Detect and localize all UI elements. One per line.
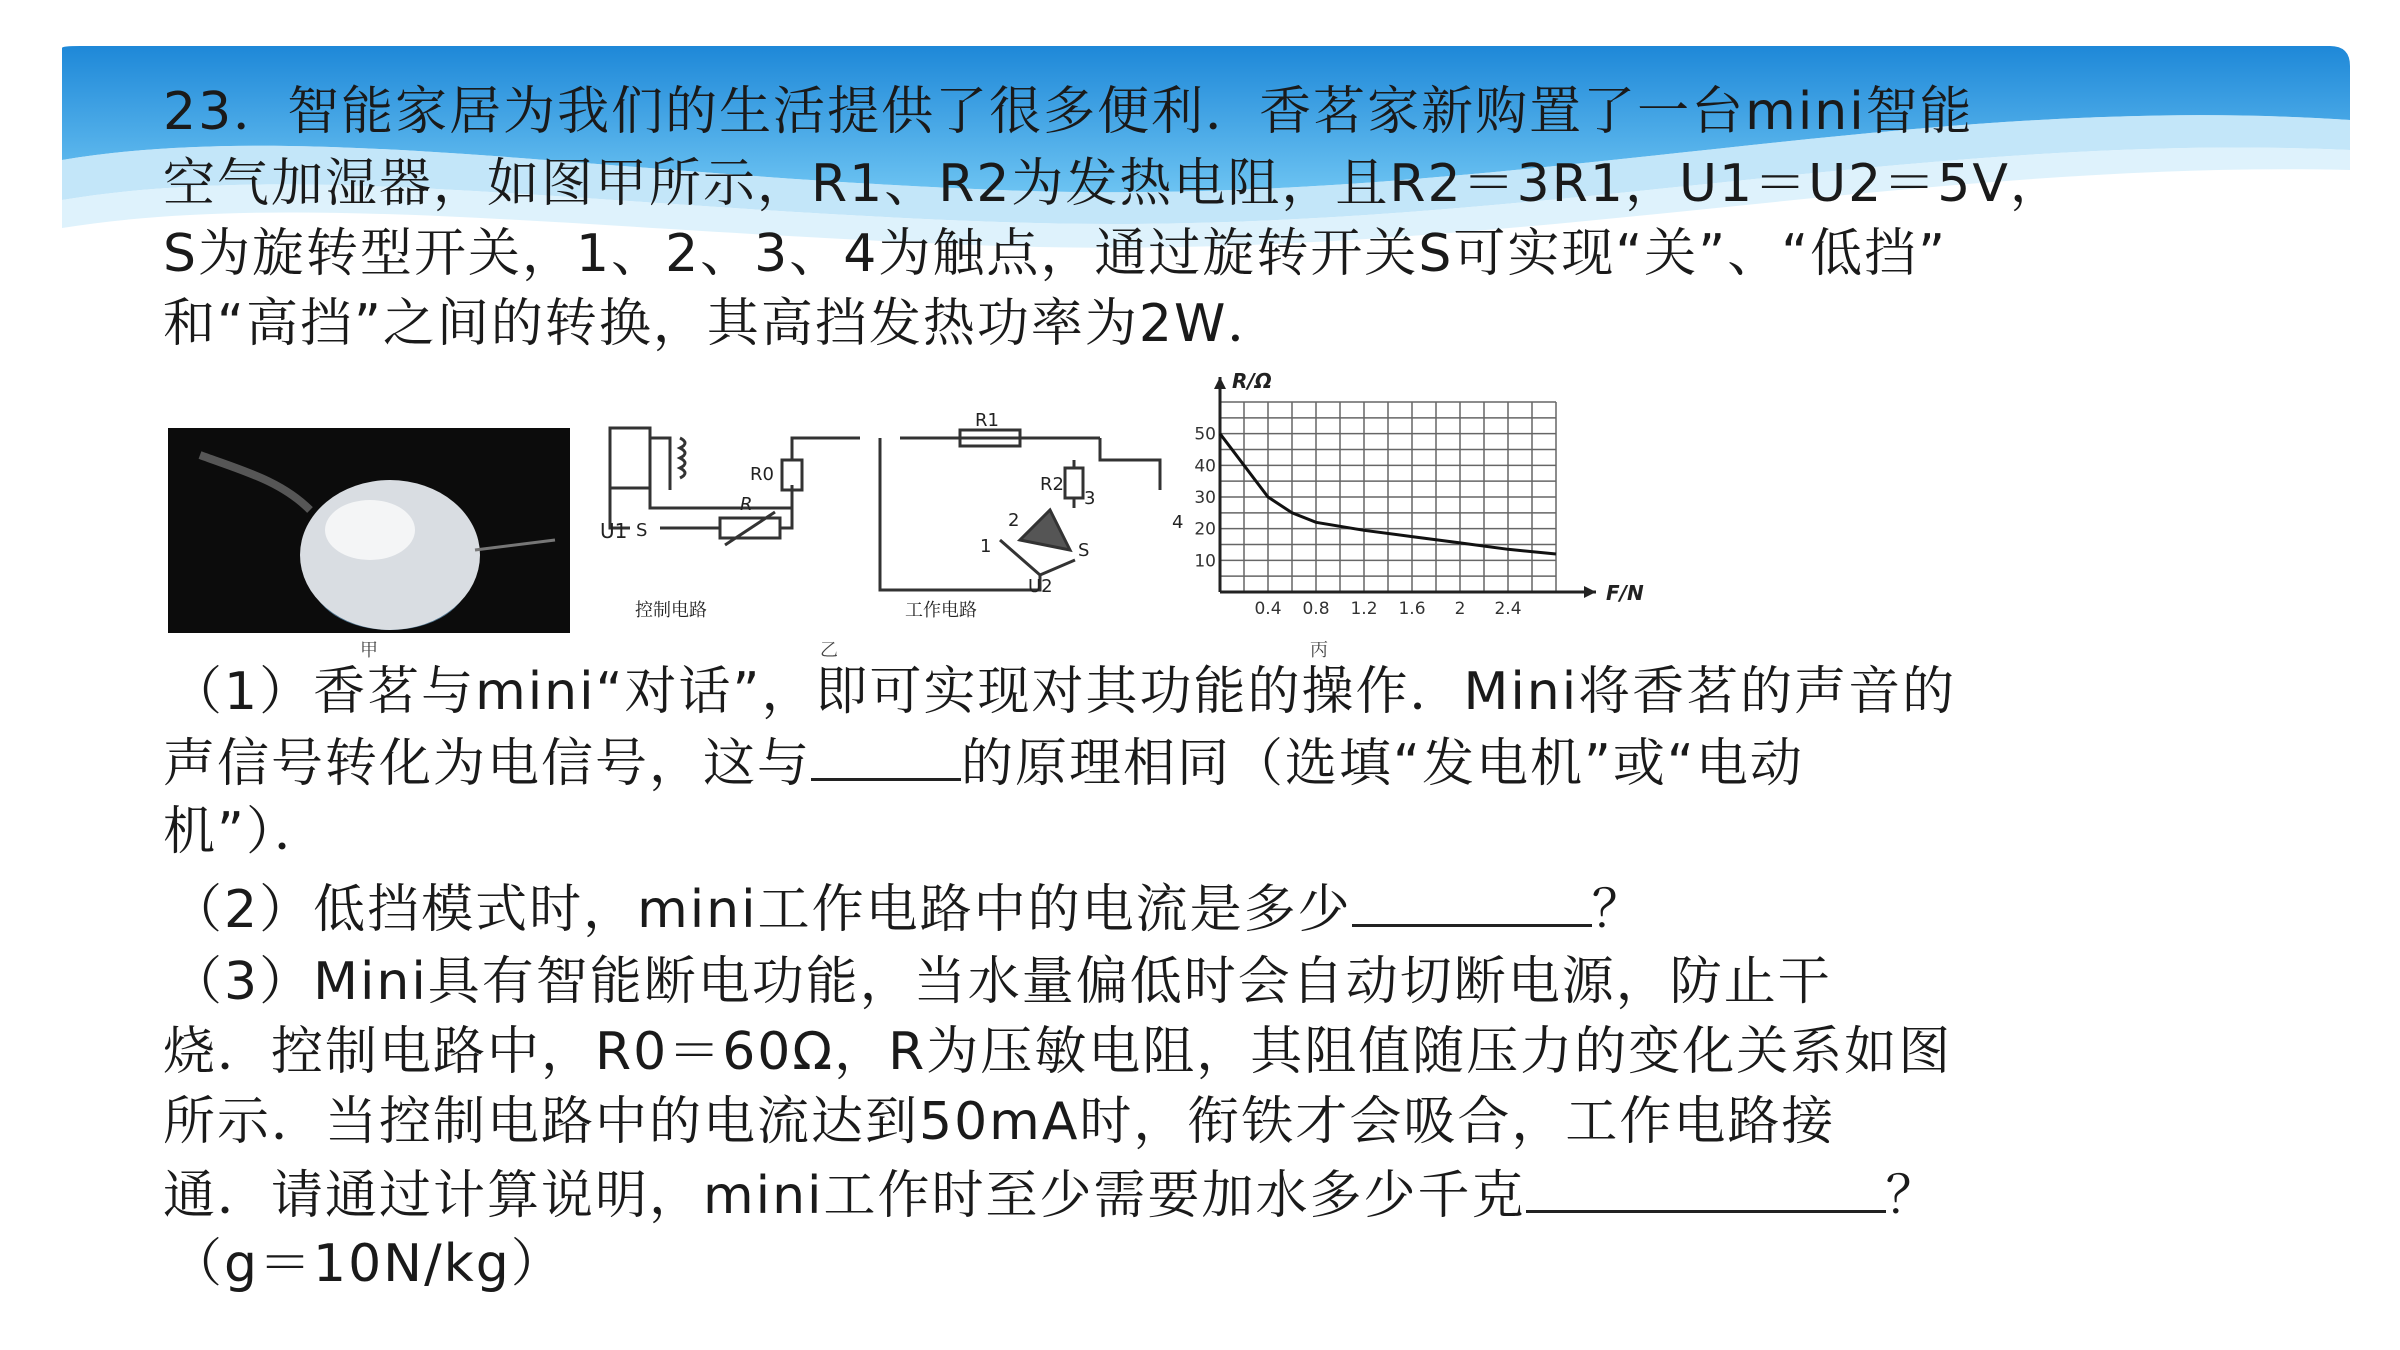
q1-text-b: 的原理相同（选填“发电机”或“电动: [961, 734, 1804, 794]
y-tick-label: 30: [1194, 488, 1216, 508]
x-axis-label: F/N: [1606, 581, 1644, 605]
humidifier-photo: [168, 428, 570, 633]
problem-line-3: S为旋转型开关，1、2、3、4为触点，通过旋转开关S可实现“关”、“低挡”: [163, 224, 1948, 284]
x-tick-label: 1.2: [1350, 599, 1378, 619]
circuit-label-u1: U1: [600, 519, 628, 543]
circuit-label-s: S: [636, 520, 648, 541]
x-tick-label: 1.6: [1398, 599, 1426, 619]
circuit-label-r0: R0: [750, 464, 774, 485]
problem-line-1: 23．智能家居为我们的生活提供了很多便利．香茗家新购置了一台mini智能: [163, 82, 1974, 142]
y-tick-label: 20: [1194, 519, 1216, 540]
q2-end: ？: [1591, 880, 1646, 940]
circuit-label-r2: R2: [1040, 474, 1064, 495]
contact-4: 4: [1172, 512, 1184, 533]
y-axis-label: R/Ω: [1232, 369, 1272, 393]
q3-line-4: [163, 1162, 1940, 1228]
pressure-resistance-chart: [1194, 369, 1644, 619]
circuit-label-u2: U2: [1028, 576, 1053, 597]
y-axis-arrow: [1214, 377, 1226, 389]
q1-text-a: 声信号转化为电信号，这与: [163, 734, 812, 794]
fig-c-label: 丙: [1310, 640, 1328, 660]
fig-b-label: 乙: [820, 640, 838, 660]
circuit-label-r: R: [740, 494, 753, 515]
q3-line-5: （g＝10N/kg）: [170, 1234, 565, 1294]
x-axis-arrow: [1584, 586, 1596, 598]
problem-line-2: 空气加湿器，如图甲所示，R1、R2为发热电阻，且R2＝3R1，U1＝U2＝5V，: [163, 154, 2064, 214]
x-tick-label: 0.8: [1302, 599, 1330, 619]
y-tick-label: 50: [1194, 424, 1216, 445]
y-tick-label: 10: [1194, 551, 1216, 572]
q2-answer-blank[interactable]: [1352, 876, 1592, 927]
q2-line: [170, 876, 1646, 942]
q3-line-2: 烧．控制电路中，R0＝60Ω，R为压敏电阻，其阻值随压力的变化关系如图: [163, 1022, 1953, 1082]
switch-s-label: S: [1078, 540, 1090, 561]
work-circuit-label: 工作电路: [905, 600, 977, 621]
q1-line-3: 机”）．: [163, 802, 328, 862]
circuit-label-r1: R1: [975, 410, 999, 431]
q3-end: ？: [1885, 1166, 1940, 1226]
q1-line-2: [163, 730, 1804, 796]
q2-text: （2）低挡模式时，mini工作电路中的电流是多少: [170, 880, 1352, 940]
q3-text: 通．请通过计算说明，mini工作时至少需要加水多少千克: [163, 1166, 1526, 1226]
q3-line-3: 所示．当控制电路中的电流达到50mA时，衔铁才会吸合，工作电路接: [163, 1092, 1836, 1152]
x-tick-label: 2: [1454, 599, 1466, 619]
figure-panel: [160, 360, 1700, 660]
circuit-diagram: [610, 428, 1160, 590]
problem-line-4: 和“高挡”之间的转换，其高挡发热功率为2W．: [163, 294, 1282, 354]
x-tick-label: 2.4: [1494, 599, 1522, 619]
fig-a-label: 甲: [360, 640, 378, 660]
q1-line-1: （1）香茗与mini“对话”，即可实现对其功能的操作．Mini将香茗的声音的: [170, 662, 1957, 722]
contact-1: 1: [980, 536, 992, 557]
q1-answer-blank[interactable]: [811, 730, 961, 781]
q3-answer-blank[interactable]: [1526, 1162, 1886, 1213]
control-circuit-label: 控制电路: [635, 600, 707, 621]
y-tick-label: 40: [1194, 456, 1216, 477]
contact-2: 2: [1008, 510, 1020, 531]
contact-3: 3: [1084, 488, 1096, 509]
q3-line-1: （3）Mini具有智能断电功能，当水量偏低时会自动切断电源，防止干: [170, 952, 1832, 1012]
x-tick-label: 0.4: [1254, 599, 1282, 619]
